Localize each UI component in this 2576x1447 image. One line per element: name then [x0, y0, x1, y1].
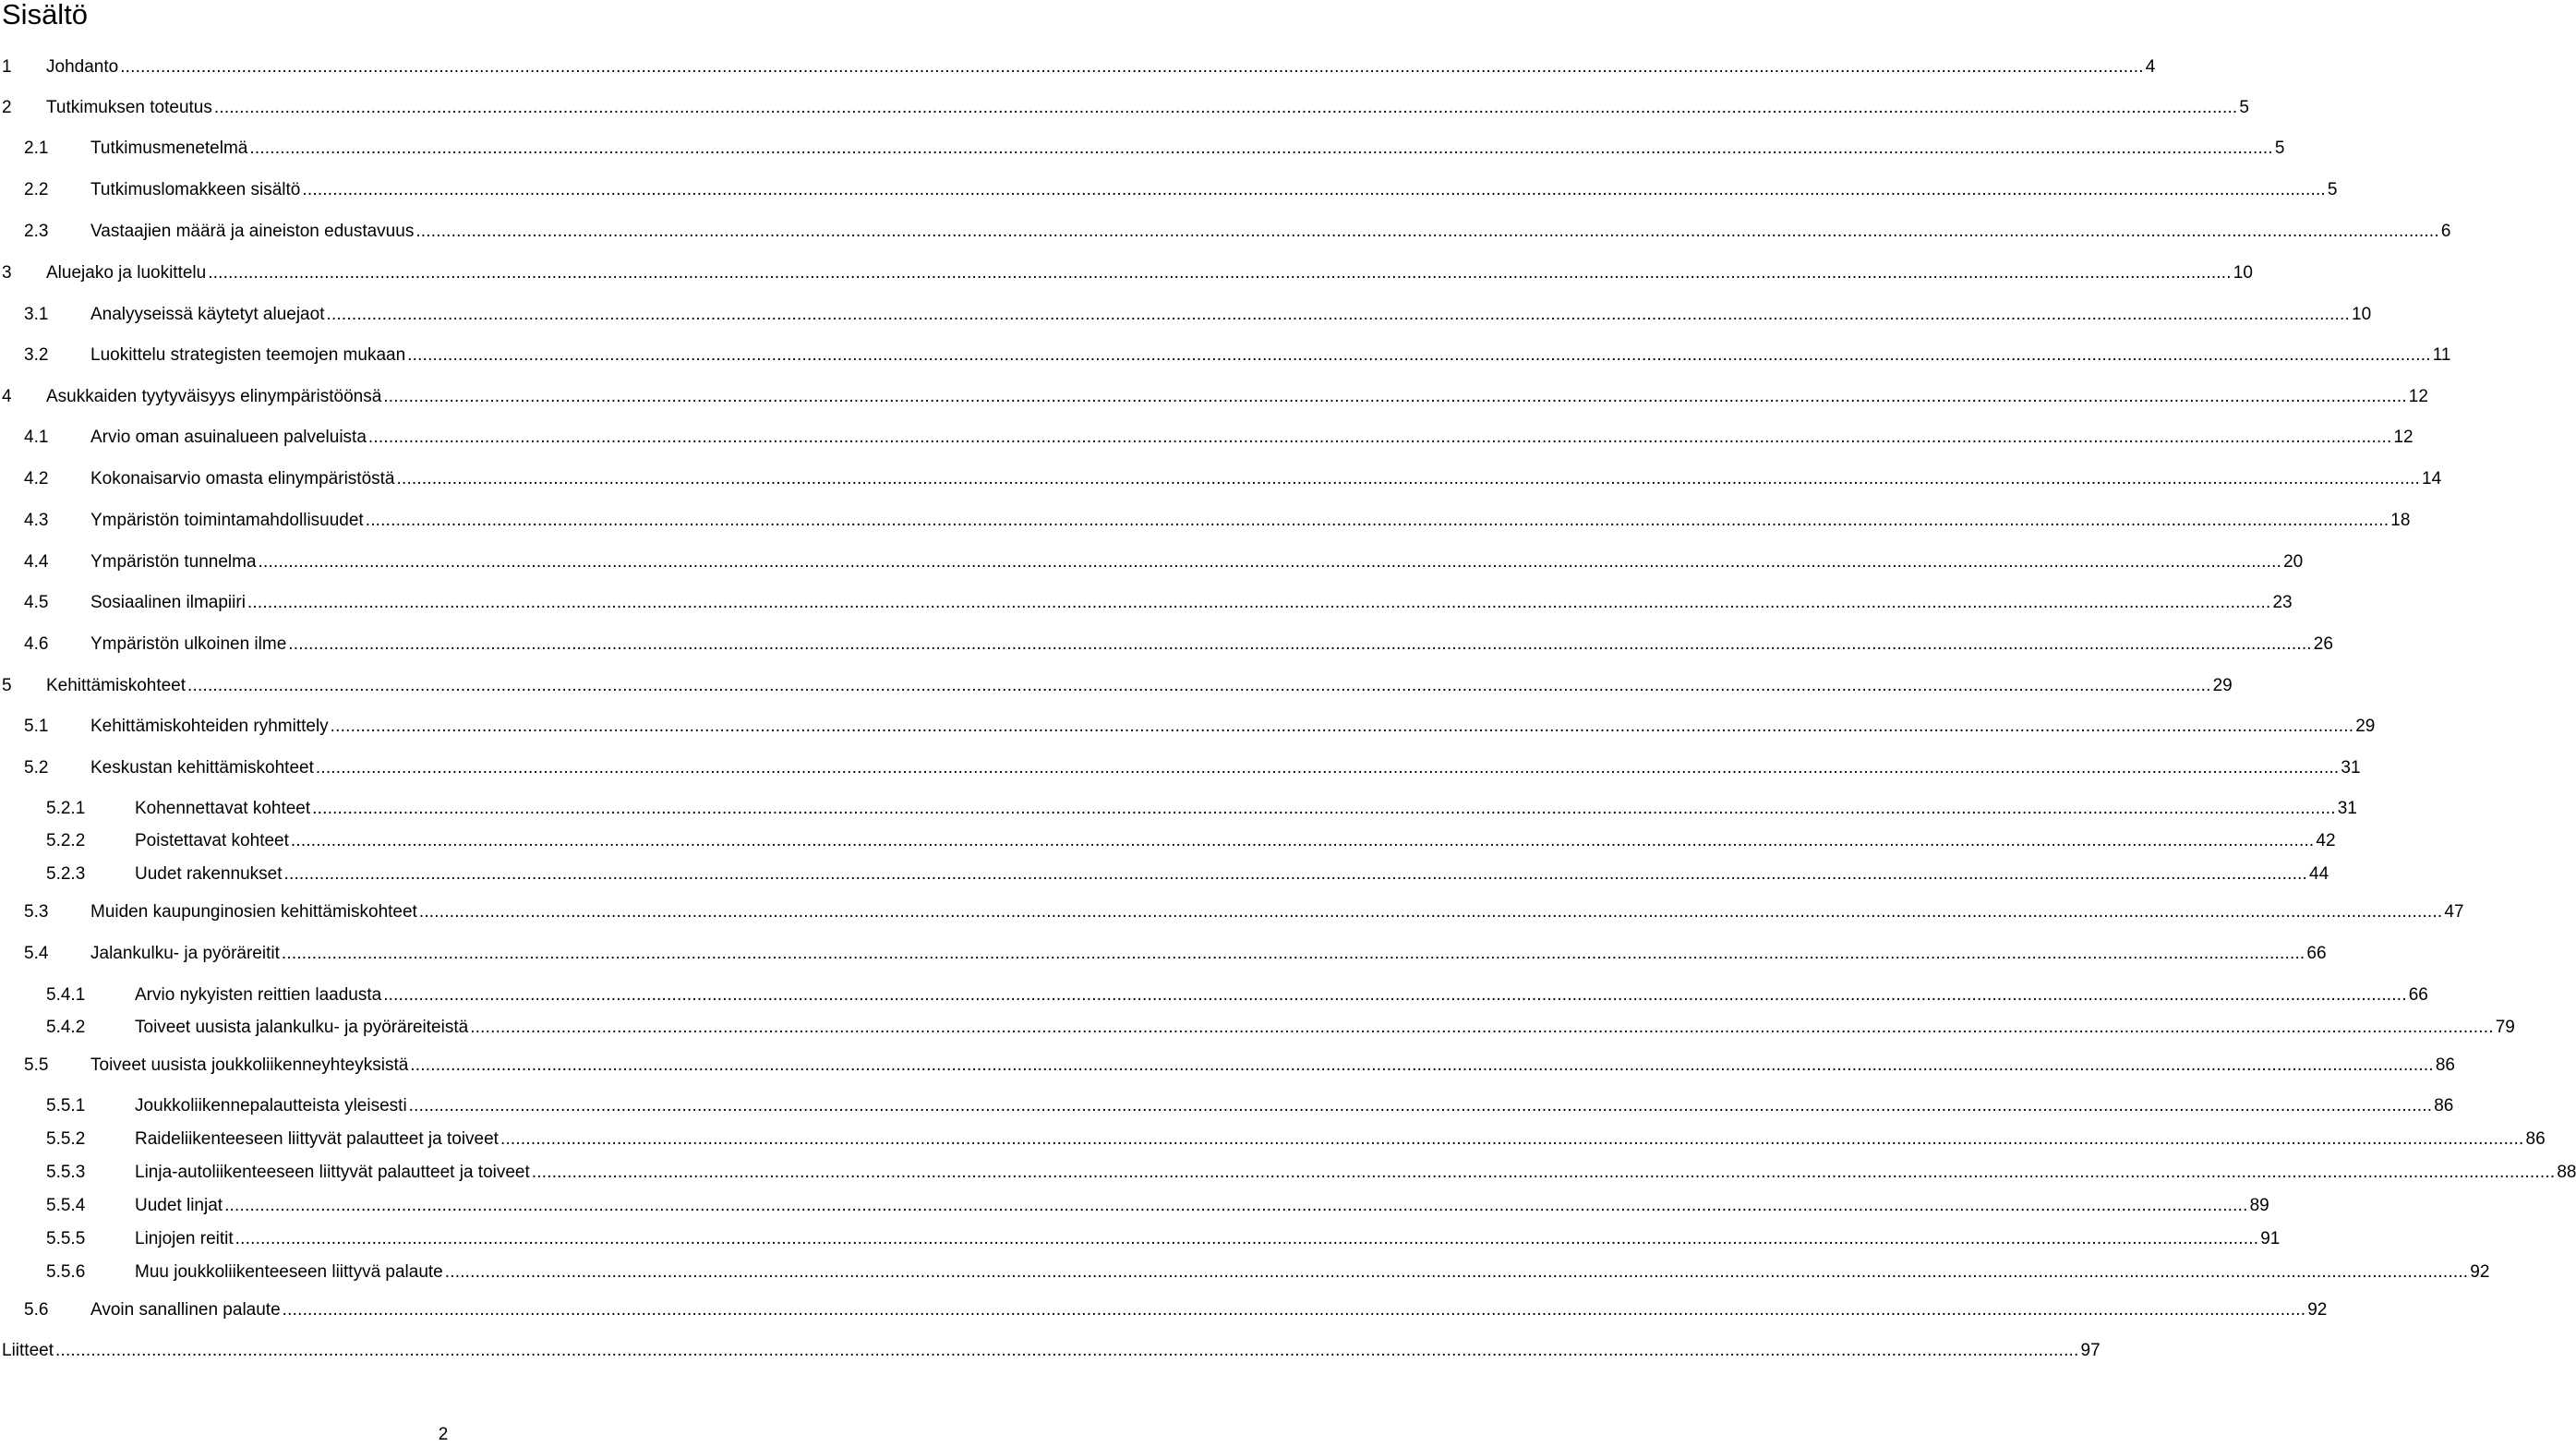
toc-entry-number: 5.4	[24, 944, 49, 963]
toc-entry-page: 12	[2393, 428, 2413, 447]
toc-entry[interactable]	[0, 942, 2327, 966]
toc-entry-page: 12	[2408, 387, 2428, 406]
toc-entry-title: Toiveet uusista joukkoliikenneyhteyksistä	[90, 1055, 409, 1075]
toc-entry-number: 2	[2, 98, 12, 117]
dot-leader: ................................................................................................................................................................................................................................................................................................................................................................................................................	[315, 758, 2340, 778]
toc-entry-number: 5.2.2	[46, 831, 86, 850]
toc-entry[interactable]	[0, 1339, 2101, 1363]
dot-leader: ................................................................................................................................................................................................................................................................................................................................................................................................................	[302, 180, 2326, 199]
toc-entry-title: Analyyseissä käytetyt aluejaot	[90, 305, 325, 324]
toc-entry[interactable]	[0, 261, 2253, 285]
toc-entry-number: 5.5.2	[46, 1129, 86, 1149]
dot-leader: ................................................................................................................................................................................................................................................................................................................................................................................................................	[247, 593, 2271, 612]
toc-entry-page: 11	[2432, 345, 2451, 365]
toc-entry[interactable]	[0, 137, 2285, 161]
toc-entry-number: 5.5.1	[46, 1096, 86, 1115]
dot-leader: ................................................................................................................................................................................................................................................................................................................................................................................................................	[288, 634, 2312, 654]
toc-entry-number: 2.1	[24, 139, 49, 158]
toc-entry-number: 5.2.1	[46, 799, 86, 818]
toc-entry-number: 5.1	[24, 717, 49, 736]
dot-leader: ................................................................................................................................................................................................................................................................................................................................................................................................................	[365, 511, 2389, 530]
toc-entry-number: 2.2	[24, 180, 49, 199]
toc-entry-title: Luokittelu strategisten teemojen mukaan	[90, 345, 406, 365]
dot-leader: ................................................................................................................................................................................................................................................................................................................................................................................................................	[383, 985, 2407, 1005]
toc-entry-page: 42	[2316, 831, 2336, 850]
toc-entry[interactable]	[0, 385, 2428, 409]
toc-entry-page: 66	[2408, 985, 2428, 1005]
toc-entry[interactable]	[0, 426, 2413, 450]
dot-leader: ................................................................................................................................................................................................................................................................................................................................................................................................................	[383, 387, 2407, 406]
toc-entry-title: Kehittämiskohteiden ryhmittely	[90, 717, 329, 736]
toc-entry-title: Ympäristön toimintamahdollisuudet	[90, 511, 364, 530]
toc-entry-title: Tutkimusmenetelmä	[90, 139, 248, 158]
dot-leader: ................................................................................................................................................................................................................................................................................................................................................................................................................	[187, 676, 2211, 695]
toc-entry-title: Arvio oman asuinalueen palveluista	[90, 428, 367, 447]
toc-entry-page: 44	[2309, 864, 2329, 884]
toc-entry[interactable]	[0, 96, 2249, 120]
toc-entry-number: 5.5.3	[46, 1163, 86, 1182]
toc-entry-number: 3	[2, 263, 12, 283]
toc-entry[interactable]	[0, 303, 2372, 327]
dot-leader: ................................................................................................................................................................................................................................................................................................................................................................................................................	[258, 552, 2282, 572]
toc-entry[interactable]	[0, 344, 2451, 368]
toc-entry-page: 29	[2212, 676, 2233, 695]
toc-entry-number: 5.5.4	[46, 1196, 86, 1215]
toc-entry[interactable]	[0, 178, 2338, 202]
toc-entry-page: 47	[2444, 902, 2464, 922]
toc-entry[interactable]	[0, 55, 2156, 79]
dot-leader: ................................................................................................................................................................................................................................................................................................................................................................................................................	[367, 428, 2392, 447]
toc-entry-number: 4.2	[24, 469, 49, 488]
dot-leader: ................................................................................................................................................................................................................................................................................................................................................................................................................	[444, 1262, 2469, 1282]
toc-entry[interactable]	[0, 900, 2464, 924]
dot-leader: ................................................................................................................................................................................................................................................................................................................................................................................................................	[326, 305, 2350, 324]
dot-leader: ................................................................................................................................................................................................................................................................................................................................................................................................................	[396, 469, 2421, 488]
toc-entry-title: Vastaajien määrä ja aineiston edustavuus	[90, 222, 415, 241]
dot-leader: ................................................................................................................................................................................................................................................................................................................................................................................................................	[410, 1055, 2434, 1075]
toc-entry-number: 3.2	[24, 345, 49, 365]
dot-leader: ................................................................................................................................................................................................................................................................................................................................................................................................................	[330, 717, 2354, 736]
dot-leader: ................................................................................................................................................................................................................................................................................................................................................................................................................	[531, 1163, 2556, 1182]
toc-entry-title: Jalankulku- ja pyöräreitit	[90, 944, 280, 963]
toc-entry-number: 5	[2, 676, 12, 695]
toc-entry-page: 92	[2470, 1262, 2490, 1282]
toc-entry-title: Ympäristön ulkoinen ilme	[90, 634, 287, 654]
toc-entry-title: Asukkaiden tyytyväisyys elinympäristöönsä	[46, 387, 382, 406]
toc-entry-number: 5.5.5	[46, 1229, 86, 1248]
page-title: Sisältö	[2, 0, 89, 30]
toc-entry-number: 2.3	[24, 222, 49, 241]
toc-entry[interactable]	[0, 467, 2442, 491]
toc-entry-title: Kehittämiskohteet	[46, 676, 187, 695]
toc-entry-title: Tutkimuksen toteutus	[46, 98, 212, 117]
dot-leader: ................................................................................................................................................................................................................................................................................................................................................................................................................	[418, 902, 2443, 922]
toc-entry-title: Muiden kaupunginosien kehittämiskohteet	[90, 902, 417, 922]
toc-entry-page: 86	[2525, 1129, 2546, 1149]
toc-entry[interactable]	[0, 862, 2329, 886]
toc-entry-title: Linjojen reitit	[135, 1229, 234, 1248]
toc-entry[interactable]	[0, 1260, 2490, 1284]
toc-entry-title: Johdanto	[46, 57, 119, 77]
toc-entry[interactable]	[0, 1194, 2269, 1218]
toc-entry-page: 97	[2080, 1341, 2101, 1360]
toc-entry-title: Aluejako ja luokittelu	[46, 263, 207, 283]
toc-entry-page: 66	[2306, 944, 2327, 963]
toc-entry[interactable]	[0, 983, 2428, 1007]
toc-entry-number: 5.2.3	[46, 864, 86, 884]
toc-entry-title: Ympäristön tunnelma	[90, 552, 257, 572]
toc-entry-page: 4	[2145, 57, 2156, 77]
toc-entry-number: 5.3	[24, 902, 49, 922]
toc-entry-title: Linja-autoliikenteeseen liittyvät palautteet ja toiveet	[135, 1163, 530, 1182]
dot-leader: ................................................................................................................................................................................................................................................................................................................................................................................................................	[312, 799, 2336, 818]
toc-entry[interactable]	[0, 591, 2293, 615]
toc-entry-title: Sosiaalinen ilmapiiri	[90, 593, 246, 612]
toc-entry[interactable]	[0, 674, 2233, 698]
toc-entry-page: 23	[2272, 593, 2293, 612]
toc-entry-page: 26	[2313, 634, 2333, 654]
toc-entry-page: 5	[2274, 139, 2285, 158]
toc-entry-title: Muu joukkoliikenteeseen liittyvä palaute	[135, 1262, 443, 1282]
toc-entry-page: 86	[2434, 1096, 2454, 1115]
toc-entry-title: Uudet linjat	[135, 1196, 223, 1215]
toc-entry[interactable]	[0, 1298, 2328, 1322]
toc-entry[interactable]	[0, 1016, 2515, 1040]
toc-entry-title: Poistettavat kohteet	[135, 831, 289, 850]
toc-entry[interactable]	[0, 633, 2333, 657]
toc-entry-title: Keskustan kehittämiskohteet	[90, 758, 314, 778]
toc-entry[interactable]	[0, 1054, 2455, 1078]
toc-entry-number: 5.4.1	[46, 985, 86, 1005]
dot-leader: ................................................................................................................................................................................................................................................................................................................................................................................................................	[407, 345, 2431, 365]
toc-entry-title: Kokonaisarvio omasta elinympäristöstä	[90, 469, 395, 488]
toc-entry-page: 18	[2390, 511, 2411, 530]
toc-entry-number: 5.2	[24, 758, 49, 778]
toc-entry-page: 10	[2233, 263, 2253, 283]
toc-entry[interactable]	[0, 797, 2357, 821]
toc-entry-page: 5	[2239, 98, 2249, 117]
toc-entry[interactable]	[0, 220, 2451, 244]
dot-leader: ................................................................................................................................................................................................................................................................................................................................................................................................................	[54, 1341, 2079, 1360]
toc-entry-page: 79	[2495, 1018, 2515, 1037]
toc-entry[interactable]	[0, 1094, 2454, 1118]
toc-entry-page: 6	[2440, 222, 2451, 241]
toc-entry-title: Uudet rakennukset	[135, 864, 283, 884]
toc-entry-number: 5.6	[24, 1300, 49, 1320]
dot-leader: ................................................................................................................................................................................................................................................................................................................................................................................................................	[208, 263, 2232, 283]
toc-entry-number: 5.5	[24, 1055, 49, 1075]
toc-entry-page: 20	[2283, 552, 2304, 572]
toc-entry-number: 5.5.6	[46, 1262, 86, 1282]
toc-entry[interactable]	[0, 829, 2336, 853]
toc-entry-page: 88	[2557, 1163, 2576, 1182]
toc-entry-page: 89	[2249, 1196, 2269, 1215]
toc-entry[interactable]	[0, 1127, 2546, 1152]
toc-entry-page: 10	[2352, 305, 2372, 324]
toc-entry[interactable]	[0, 1161, 2576, 1185]
toc-entry-number: 4.5	[24, 593, 49, 612]
toc-entry-number: 3.1	[24, 305, 49, 324]
toc-entry-page: 92	[2307, 1300, 2328, 1320]
dot-leader: ................................................................................................................................................................................................................................................................................................................................................................................................................	[408, 1096, 2433, 1115]
dot-leader: ................................................................................................................................................................................................................................................................................................................................................................................................................	[282, 1300, 2306, 1320]
toc-entry-number: 1	[2, 57, 12, 77]
toc-entry-title: Tutkimuslomakkeen sisältö	[90, 180, 301, 199]
toc-entry-title: Arvio nykyisten reittien laadusta	[135, 985, 382, 1005]
dot-leader: ................................................................................................................................................................................................................................................................................................................................................................................................................	[415, 222, 2439, 241]
toc-entry-number: 4.1	[24, 428, 49, 447]
dot-leader: ................................................................................................................................................................................................................................................................................................................................................................................................................	[500, 1129, 2524, 1149]
toc-entry-number: 5.4.2	[46, 1018, 86, 1037]
toc-entry-title: Joukkoliikennepalautteista yleisesti	[135, 1096, 407, 1115]
toc-entry-title: Toiveet uusista jalankulku- ja pyöräreiteistä	[135, 1018, 469, 1037]
toc-entry-page: 31	[2337, 799, 2357, 818]
toc-entry-page: 14	[2422, 469, 2442, 488]
toc-entry-number: 4.4	[24, 552, 49, 572]
dot-leader: ................................................................................................................................................................................................................................................................................................................................................................................................................	[470, 1018, 2494, 1037]
dot-leader: ................................................................................................................................................................................................................................................................................................................................................................................................................	[281, 944, 2305, 963]
toc-entry[interactable]	[0, 715, 2376, 739]
toc-entry-title: Raideliikenteeseen liittyvät palautteet ja toiveet	[135, 1129, 499, 1149]
dot-leader: ................................................................................................................................................................................................................................................................................................................................................................................................................	[224, 1196, 2248, 1215]
toc-entry-title: Avoin sanallinen palaute	[90, 1300, 281, 1320]
toc-entry-number: 4.6	[24, 634, 49, 654]
toc-entry-page: 5	[2327, 180, 2338, 199]
toc-entry-title: Kohennettavat kohteet	[135, 799, 311, 818]
toc-entry[interactable]	[0, 756, 2361, 780]
dot-leader: ................................................................................................................................................................................................................................................................................................................................................................................................................	[235, 1229, 2259, 1248]
toc-entry-page: 91	[2260, 1229, 2281, 1248]
dot-leader: ................................................................................................................................................................................................................................................................................................................................................................................................................	[120, 57, 2144, 77]
toc-entry-number: 4.3	[24, 511, 49, 530]
dot-leader: ................................................................................................................................................................................................................................................................................................................................................................................................................	[249, 139, 2273, 158]
dot-leader: ................................................................................................................................................................................................................................................................................................................................................................................................................	[283, 864, 2308, 884]
toc-entry-page: 86	[2435, 1055, 2455, 1075]
dot-leader: ................................................................................................................................................................................................................................................................................................................................................................................................................	[213, 98, 2238, 117]
toc-entry-title: Liitteet	[2, 1341, 54, 1360]
page-number: 2	[438, 1425, 449, 1444]
toc-entry-page: 31	[2341, 758, 2361, 778]
toc-entry[interactable]	[0, 509, 2411, 533]
toc-entry-number: 4	[2, 387, 12, 406]
toc-entry[interactable]	[0, 1227, 2281, 1251]
toc-entry[interactable]	[0, 550, 2304, 574]
toc-entry-page: 29	[2355, 717, 2376, 736]
dot-leader: ................................................................................................................................................................................................................................................................................................................................................................................................................	[290, 831, 2315, 850]
